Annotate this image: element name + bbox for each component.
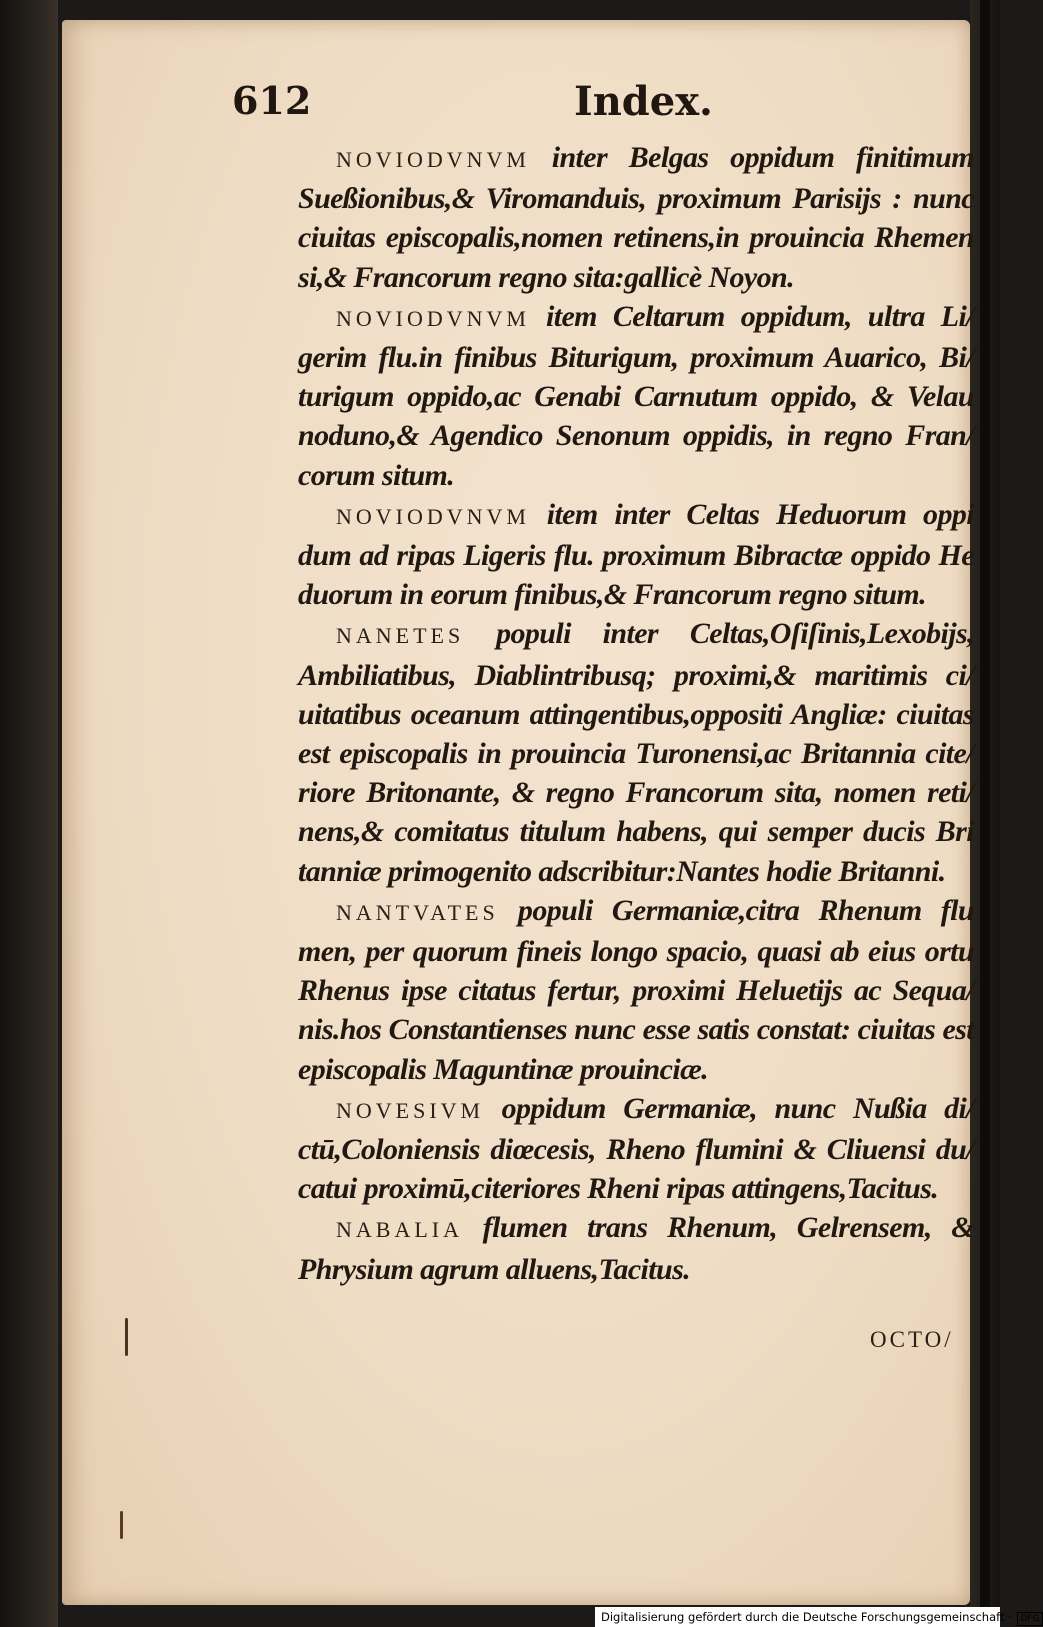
index-entry (298, 297, 974, 495)
entry-text: populi Germaniæ,citra Rhenum flu men, per quorum fineis longo spacio, quasi ab eius ortu Rhenus ipse citatus fertur, proximi Heluetijs ac Sequa/ nis.hos Constantienses nunc esse satis constat: ciuitas est episcopalis Maguntinæ prouinciæ. (298, 893, 975, 1086)
index-text-block (298, 138, 974, 1289)
scan-spine-bar (980, 0, 990, 1627)
entry-headword: NANTVATES (336, 899, 499, 925)
entry-text: inter Belgas oppidum finitimum Sueßionibus,& Viromanduis, proximum Parisijs : nunc ciuitas episcopalis,nomen retinens,in prouincia Rhemen si,& Francorum regno sita:gallicè Noyon. (298, 141, 974, 294)
page-number: 612 (232, 78, 312, 123)
entry-headword: NANETES (336, 623, 465, 649)
entry-headword: NOVIODVNVM (336, 503, 530, 529)
index-entry (298, 891, 974, 1089)
index-entry (298, 1208, 974, 1288)
index-entry (298, 495, 974, 615)
index-entry (298, 614, 974, 890)
funding-footer (595, 1607, 1040, 1627)
funding-note: Digitalisierung gefördert durch die Deutsche Forschungsgemeinschaft · (601, 1610, 1012, 1624)
catchword: OCTO/ (870, 1327, 954, 1352)
running-title: Index. (574, 78, 713, 125)
entry-text: item Celtarum oppidum, ultra Li/ gerim flu.in finibus Biturigum, proximum Auarico, Bi/ turigum oppido,ac Genabi Carnutum oppido, & Velau noduno,& Agendico Senonum oppidis, in regno Fran/ corum situm. (298, 299, 974, 492)
scan-left-edge (0, 0, 58, 1627)
running-head (0, 78, 1000, 128)
entry-text: populi inter Celtas,Oſiſinis,Lexobijs, Ambiliatibus, Diablintribusq; proximi,& maritimis ci/ uitatibus oceanum attingentibus,oppositi Angliæ: ciuitas est episcopalis in prouincia Turonensi,ac Britannia cite/ riore Britonante, & regno Francorum sita, nomen reti/ nens,& comitatus titulum habens, qui semper ducis Bri tanniæ primogenito adscribitur:Nantes hodie Britanni. (298, 617, 974, 888)
margin-ink-mark (120, 1511, 123, 1539)
index-entry (298, 1089, 974, 1209)
entry-text: flumen trans Rhenum, Gelrensem, & Phrysium agrum alluens,Tacitus. (298, 1211, 975, 1286)
entry-text: item inter Celtas Heduorum oppi dum ad ripas Ligeris flu. proximum Bibractæ oppido He duorum in eorum finibus,& Francorum regno situm. (298, 497, 974, 612)
entry-headword: NOVIODVNVM (336, 305, 530, 331)
entry-headword: NABALIA (336, 1217, 463, 1243)
index-entry (298, 138, 974, 297)
entry-text: oppidum Germaniæ, nunc Nußia di/ ctū,Coloniensis diœcesis, Rheno flumini & Cliuensi du/ catui proximū,citeriores Rheni ripas attingens,Tacitus. (298, 1091, 974, 1206)
entry-headword: NOVIODVNVM (336, 147, 530, 172)
entry-headword: NOVESIVM (336, 1097, 485, 1123)
margin-ink-mark (125, 1318, 128, 1356)
dfg-logo: DFG (1017, 1612, 1042, 1626)
